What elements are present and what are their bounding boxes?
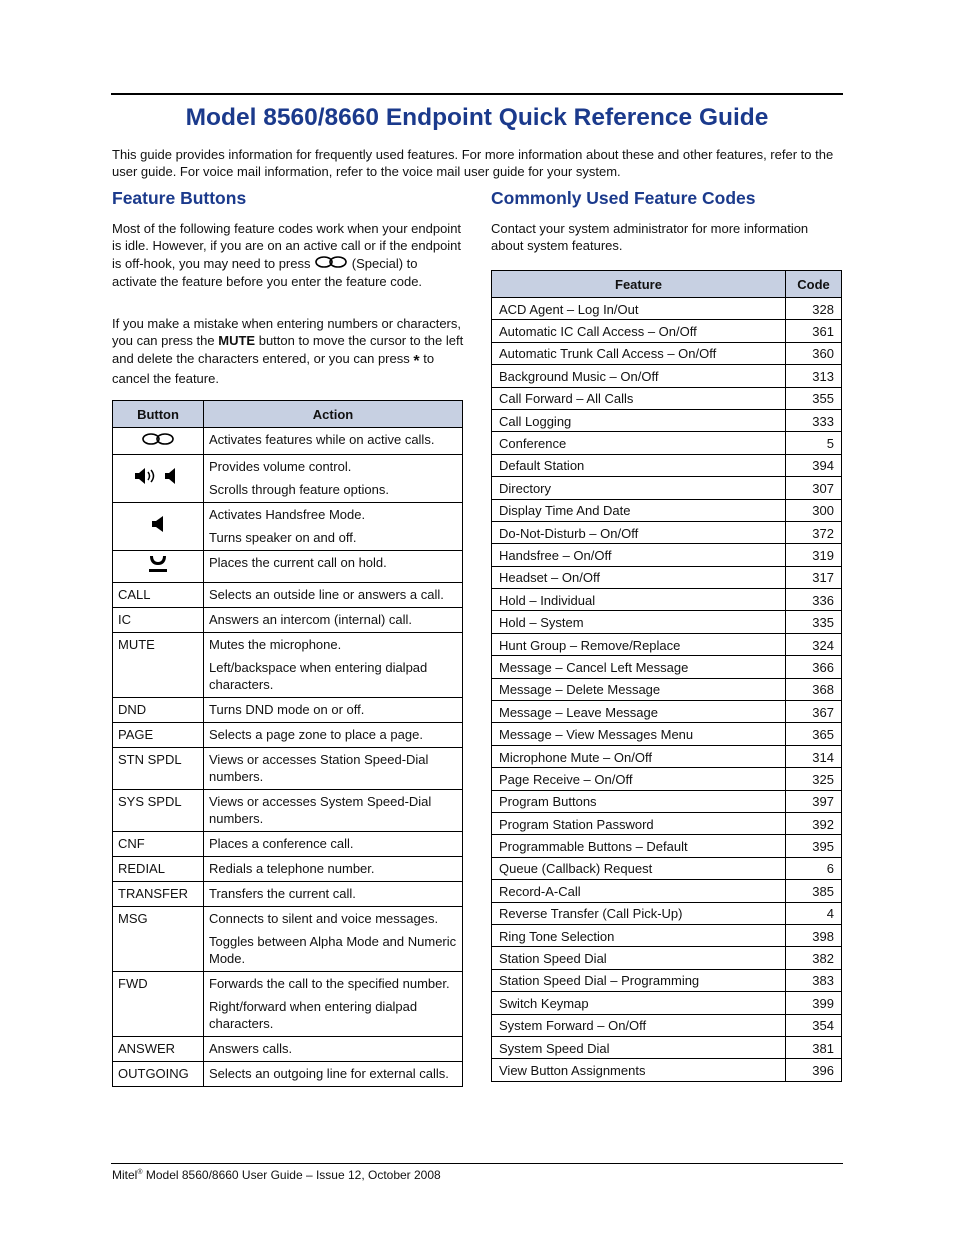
feature-code-cell: 385 (786, 880, 842, 902)
action-text: Places a conference call. (209, 835, 354, 851)
table-row (492, 320, 842, 342)
action-cell (204, 971, 463, 1036)
action-cell (204, 632, 463, 697)
star-key: * (413, 352, 420, 370)
table-row (492, 992, 842, 1014)
feature-name-cell: Hold – Individual (492, 589, 786, 611)
feature-code-cell: 333 (786, 409, 842, 431)
para1-text-a: Most of the following feature codes work when your endpoint is idle. However, if you are on an active call or if the endpoint is off-hook, you may need to press (112, 221, 462, 271)
table-row (113, 789, 463, 831)
table-row (113, 831, 463, 856)
feature-code-cell: 397 (786, 790, 842, 812)
feature-code-cell: 398 (786, 924, 842, 946)
code-column-header: Code (786, 271, 842, 298)
feature-name-cell: Program Buttons (492, 790, 786, 812)
feature-name-cell: Conference (492, 432, 786, 454)
feature-buttons-paragraph-2 (112, 315, 464, 387)
feature-code-cell: 395 (786, 835, 842, 857)
para2-text-b: button to move the cursor to the left and delete the characters entered, or you can press (112, 333, 464, 366)
feature-name-cell: Headset – On/Off (492, 566, 786, 588)
table-row (113, 428, 463, 455)
action-cell (204, 1061, 463, 1086)
feature-name-cell: Message – View Messages Menu (492, 723, 786, 745)
table-row (492, 1036, 842, 1058)
table-row (113, 906, 463, 971)
table-row (492, 521, 842, 543)
button-cell (113, 454, 204, 502)
action-cell (204, 1036, 463, 1061)
feature-name-cell: Page Receive – On/Off (492, 768, 786, 790)
feature-name-cell: Station Speed Dial – Programming (492, 969, 786, 991)
action-cell (204, 789, 463, 831)
feature-code-cell: 381 (786, 1036, 842, 1058)
feature-name-cell: System Speed Dial (492, 1036, 786, 1058)
action-cell (204, 881, 463, 906)
table-row (113, 550, 463, 582)
table-row (113, 747, 463, 789)
feature-name-cell: Default Station (492, 454, 786, 476)
feature-name-cell: ACD Agent – Log In/Out (492, 298, 786, 320)
button-label: IC (118, 611, 131, 627)
table-row (492, 454, 842, 476)
page-title: Model 8560/8660 Endpoint Quick Reference Guide (185, 104, 769, 131)
button-label: FWD (118, 975, 148, 991)
para1-text-b: (Special) to activate the feature before you enter the feature code. (112, 255, 423, 290)
feature-name-cell: Automatic Trunk Call Access – On/Off (492, 342, 786, 364)
button-cell (113, 906, 204, 971)
action-text: Transfers the current call. (209, 885, 356, 901)
feature-name-cell: Message – Leave Message (492, 701, 786, 723)
action-cell (204, 550, 463, 582)
feature-code-cell: 360 (786, 342, 842, 364)
button-cell (113, 607, 204, 632)
table-row (492, 633, 842, 655)
feature-code-cell: 314 (786, 745, 842, 767)
feature-name-cell: Programmable Buttons – Default (492, 835, 786, 857)
feature-code-cell: 336 (786, 589, 842, 611)
feature-code-cell: 5 (786, 432, 842, 454)
action-text: Turns DND mode on or off. (209, 701, 365, 717)
feature-codes-paragraph: Contact your system administrator for more information about system features. (491, 221, 809, 254)
feature-code-cell: 354 (786, 1014, 842, 1036)
action-text: Places the current call on hold. (209, 554, 387, 570)
table-row (492, 298, 842, 320)
feature-name-cell: System Forward – On/Off (492, 1014, 786, 1036)
feature-name-cell: Handsfree – On/Off (492, 544, 786, 566)
feature-code-cell: 307 (786, 477, 842, 499)
intro-paragraph: This guide provides information for frequently used features. For more information about these and other features, refer to the user guide. For voice mail information, refer to the voice mail user guide for your system. (112, 147, 834, 179)
feature-name-cell: Queue (Callback) Request (492, 857, 786, 879)
button-cell (113, 582, 204, 607)
action-cell (204, 697, 463, 722)
button-label: MUTE (118, 636, 155, 652)
button-label: DND (118, 701, 147, 717)
button-cell (113, 1061, 204, 1086)
table-row (492, 880, 842, 902)
table-row (492, 768, 842, 790)
table-row (113, 1061, 463, 1086)
feature-code-cell: 335 (786, 611, 842, 633)
feature-code-cell: 366 (786, 656, 842, 678)
action-text: Activates Handsfree Mode. (209, 506, 366, 522)
table-row (492, 969, 842, 991)
table-row (492, 947, 842, 969)
button-cell (113, 831, 204, 856)
action-text: Answers calls. (209, 1040, 293, 1056)
action-cell (204, 428, 463, 455)
feature-code-cell: 367 (786, 701, 842, 723)
feature-name-cell: Call Logging (492, 409, 786, 431)
feature-name-cell: Ring Tone Selection (492, 924, 786, 946)
table-row (492, 365, 842, 387)
button-label: REDIAL (118, 860, 165, 876)
button-label: PAGE (118, 726, 154, 742)
button-column-header: Button (113, 401, 204, 428)
feature-code-cell: 355 (786, 387, 842, 409)
feature-name-cell: Display Time And Date (492, 499, 786, 521)
table-row (492, 1059, 842, 1081)
table-row (492, 566, 842, 588)
feature-code-cell: 383 (786, 969, 842, 991)
table-row (492, 544, 842, 566)
action-cell (204, 722, 463, 747)
button-cell (113, 722, 204, 747)
table-row (492, 499, 842, 521)
button-label: TRANSFER (118, 885, 189, 901)
feature-name-cell: Record-A-Call (492, 880, 786, 902)
action-text: Forwards the call to the specified number. (209, 975, 450, 991)
table-row (492, 745, 842, 767)
action-text: Selects an outside line or answers a call. (209, 586, 444, 602)
feature-code-cell: 324 (786, 633, 842, 655)
feature-code-cell: 325 (786, 768, 842, 790)
button-cell (113, 502, 204, 550)
table-row (492, 611, 842, 633)
feature-name-cell: Hunt Group – Remove/Replace (492, 633, 786, 655)
table-row (113, 856, 463, 881)
feature-code-cell: 399 (786, 992, 842, 1014)
action-cell (204, 502, 463, 550)
feature-column-header: Feature (492, 271, 786, 298)
special-icon (314, 255, 348, 273)
feature-buttons-heading: Feature Buttons (112, 188, 247, 208)
action-cell (204, 906, 463, 971)
feature-name-cell: Program Station Password (492, 812, 786, 834)
feature-code-cell: 372 (786, 521, 842, 543)
action-text: Answers an intercom (internal) call. (209, 611, 413, 627)
feature-name-cell: Call Forward – All Calls (492, 387, 786, 409)
table-row (113, 971, 463, 1036)
special-icon (141, 432, 175, 450)
action-text: Selects an outgoing line for external calls. (209, 1065, 449, 1081)
table-row (492, 835, 842, 857)
feature-code-cell: 319 (786, 544, 842, 566)
feature-name-cell: View Button Assignments (492, 1059, 786, 1081)
button-label: CNF (118, 835, 145, 851)
table-row (492, 857, 842, 879)
button-label: STN SPDL (118, 751, 182, 767)
feature-name-cell: Microphone Mute – On/Off (492, 745, 786, 767)
feature-name-cell: Switch Keymap (492, 992, 786, 1014)
feature-code-cell: 300 (786, 499, 842, 521)
feature-code-cell: 396 (786, 1059, 842, 1081)
button-cell (113, 881, 204, 906)
table-row (492, 701, 842, 723)
button-cell (113, 428, 204, 455)
button-label: CALL (118, 586, 151, 602)
action-cell (204, 607, 463, 632)
button-cell (113, 697, 204, 722)
hold-icon (147, 554, 169, 578)
feature-code-cell: 4 (786, 902, 842, 924)
speaker-icon (150, 514, 166, 538)
action-column-header: Action (204, 401, 463, 428)
action-text: Mutes the microphone. (209, 636, 342, 652)
button-cell (113, 632, 204, 697)
feature-name-cell: Reverse Transfer (Call Pick-Up) (492, 902, 786, 924)
table-row (492, 589, 842, 611)
action-text: Right/forward when entering dialpad characters. (209, 998, 418, 1031)
table-row (113, 697, 463, 722)
button-label: SYS SPDL (118, 793, 182, 809)
feature-name-cell: Automatic IC Call Access – On/Off (492, 320, 786, 342)
button-cell (113, 747, 204, 789)
action-text: Selects a page zone to place a page. (209, 726, 423, 742)
action-text: Views or accesses Station Speed-Dial numbers. (209, 751, 429, 784)
table-row (492, 678, 842, 700)
feature-code-cell: 382 (786, 947, 842, 969)
action-text: Left/backspace when entering dialpad characters. (209, 659, 428, 692)
button-cell (113, 856, 204, 881)
action-text: Scrolls through feature options. (209, 481, 389, 497)
feature-name-cell: Message – Delete Message (492, 678, 786, 700)
action-text: Views or accesses System Speed-Dial numbers. (209, 793, 432, 826)
feature-code-cell: 328 (786, 298, 842, 320)
para2-text-a: If you make a mistake when entering numbers or characters, you can press the (112, 316, 461, 349)
table-row (492, 387, 842, 409)
action-text: Toggles between Alpha Mode and Numeric Mode. (209, 933, 457, 966)
table-row (113, 502, 463, 550)
table-row (492, 723, 842, 745)
table-row (113, 722, 463, 747)
feature-name-cell: Directory (492, 477, 786, 499)
footer-text: Model 8560/8660 User Guide – Issue 12, October 2008 (142, 1168, 441, 1182)
table-row (113, 582, 463, 607)
table-row (492, 1014, 842, 1036)
feature-code-cell: 365 (786, 723, 842, 745)
feature-code-cell: 6 (786, 857, 842, 879)
footer-rule (111, 1163, 843, 1164)
action-cell (204, 747, 463, 789)
button-label: OUTGOING (118, 1065, 189, 1081)
feature-name-cell: Station Speed Dial (492, 947, 786, 969)
mute-keyword: MUTE (218, 333, 256, 349)
feature-buttons-paragraph-1 (112, 220, 464, 291)
table-row (492, 477, 842, 499)
feature-name-cell: Message – Cancel Left Message (492, 656, 786, 678)
action-text: Activates features while on active calls. (209, 432, 435, 447)
action-cell (204, 454, 463, 502)
table-row (113, 881, 463, 906)
table-row (113, 607, 463, 632)
button-cell (113, 971, 204, 1036)
feature-codes-heading: Commonly Used Feature Codes (491, 188, 756, 208)
button-cell (113, 789, 204, 831)
action-cell (204, 856, 463, 881)
button-label: ANSWER (118, 1040, 176, 1056)
top-rule (111, 93, 843, 95)
action-text: Redials a telephone number. (209, 860, 375, 876)
button-cell (113, 550, 204, 582)
table-row (492, 409, 842, 431)
action-cell (204, 831, 463, 856)
para2-text-c: to cancel the feature. (112, 350, 435, 386)
footer-registered-mark: ® (137, 1169, 143, 1176)
table-row (113, 632, 463, 697)
table-row (492, 432, 842, 454)
table-row (492, 656, 842, 678)
table-row (113, 1036, 463, 1061)
action-text: Connects to silent and voice messages. (209, 910, 439, 926)
table-row (492, 812, 842, 834)
action-cell (204, 582, 463, 607)
action-text: Provides volume control. (209, 458, 352, 474)
feature-codes-table (491, 270, 842, 1082)
button-cell (113, 1036, 204, 1061)
action-text: Turns speaker on and off. (209, 529, 357, 545)
volume-icon (133, 466, 183, 490)
feature-code-cell: 368 (786, 678, 842, 700)
feature-code-cell: 361 (786, 320, 842, 342)
feature-name-cell: Do-Not-Disturb – On/Off (492, 521, 786, 543)
feature-buttons-table (112, 400, 463, 1087)
table-row (492, 924, 842, 946)
feature-code-cell: 394 (786, 454, 842, 476)
button-label: MSG (118, 910, 148, 926)
feature-code-cell: 313 (786, 365, 842, 387)
footer (112, 1168, 441, 1182)
table-row (492, 902, 842, 924)
table-row (492, 342, 842, 364)
table-row (113, 454, 463, 502)
footer-brand: Mitel (112, 1168, 138, 1182)
feature-code-cell: 392 (786, 812, 842, 834)
feature-code-cell: 317 (786, 566, 842, 588)
feature-name-cell: Hold – System (492, 611, 786, 633)
table-row (492, 790, 842, 812)
feature-name-cell: Background Music – On/Off (492, 365, 786, 387)
